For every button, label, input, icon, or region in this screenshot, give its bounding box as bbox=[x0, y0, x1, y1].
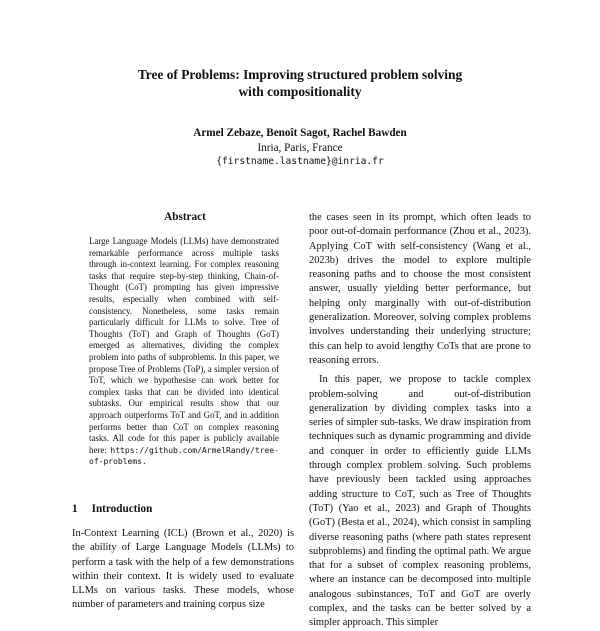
author-names: Armel Zebaze, Benoît Sagot, Rachel Bawden bbox=[193, 127, 407, 139]
section-number: 1 bbox=[72, 503, 78, 515]
abstract-heading: Abstract bbox=[164, 211, 206, 223]
title-line-2: with compositionality bbox=[238, 84, 362, 99]
right-column bbox=[309, 211, 531, 629]
section-title: Introduction bbox=[91, 503, 153, 515]
code-link[interactable]: https://github.com/ArmelRandy/tree-of-problems. bbox=[89, 445, 279, 467]
section-heading-introduction bbox=[72, 503, 302, 515]
right-paragraph-2: In this paper, we propose to tackle complex problem-solving and out-of-distribution generalization by dividing complex tasks into a series of simpler sub-tasks. We draw inspiration from techniques such as dynamic programming and divide and conquer in order to efficiently guide LLMs through complex problem solving. Such problems have previously been tackled using approaches adding structure to CoT, such as Tree of Thoughts (ToT) (Yao et al., 2023) and Graph of Thoughts (GoT) (Besta et al., 2024), which consist in sampling diverse reasoning paths (where path states represent subproblems) and finding the optimal path. We argue that for a subset of complex reasoning problems, where an instance can be decomposed into multiple analogous subinstances, ToT and GoT are overly complex, and the tasks can be better solved by a simpler approach. This simpler bbox=[309, 374, 531, 629]
affiliation: Inria, Paris, France bbox=[257, 141, 343, 154]
introduction-paragraph: In-Context Learning (ICL) (Brown et al., 2020) is the ability of Large Language Models (LLMs) to perform a task with the help of a few demonstrations within their context. It is widely used to evaluate LLMs on various tasks. These models, whose number of parameters and training corpus size bbox=[72, 528, 294, 611]
right-paragraph-1: the cases seen in its prompt, which often leads to poor out-of-domain performance (Zhou et al., 2023). Applying CoT with self-consistency (Wang et al., 2023b) drives the model to explore multiple reasoning paths and to choose the most consistent answer, usually yielding better performance, but helping only marginally with out-of-distribution generalization. Moreover, solving complex problems involves understanding their underlying structure; this can help to avoid lengthy CoTs that are prone to reasoning errors. bbox=[309, 212, 531, 366]
abstract-text: Large Language Models (LLMs) have demonstrated remarkable performance across multiple tasks through in-context learning. For complex reasoning tasks that require step-by-step thinking, Chain-of-Thought (CoT) prompting has given impressive results, especially when combined with self-consistency. Nonetheless, some tasks remain particularly difficult for LLMs to solve. Tree of Thoughts (ToT) and Graph of Thoughts (GoT) emerged as alternatives, dividing the complex problem into paths of subproblems. In this paper, we propose Tree of Problems (ToP), a simpler version of ToT, which we hypothesise can work better for complex tasks that can be divided into identical subtasks. Our empirical results show that our approach outperforms ToT and GoT, and in addition performs better than CoT on complex reasoning tasks. All code for this paper is publicly available here: bbox=[89, 236, 279, 455]
author-email: {firstname.lastname}@inria.fr bbox=[216, 156, 384, 167]
abstract-body bbox=[89, 236, 279, 468]
paper-title bbox=[60, 66, 540, 100]
author-block bbox=[60, 126, 540, 170]
title-line-1: Tree of Problems: Improving structured problem solving bbox=[137, 67, 463, 82]
